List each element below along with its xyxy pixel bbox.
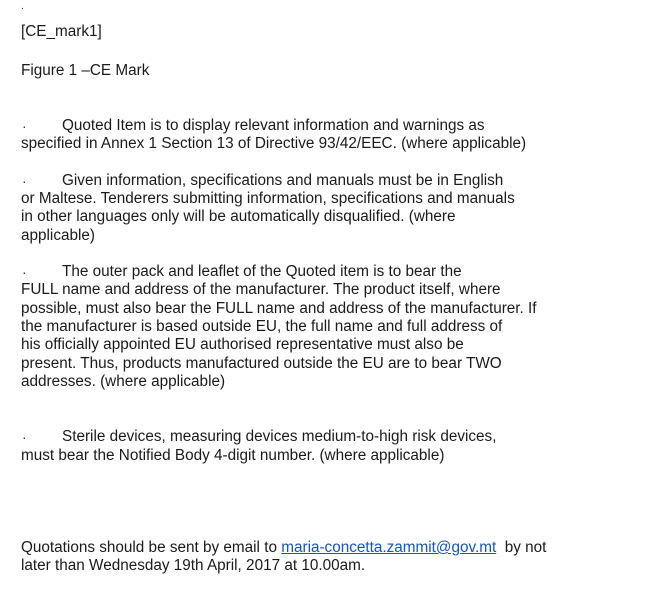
- quotation-line-1: [21, 539, 546, 557]
- quotation-line-2: later than Wednesday 19th April, 2017 at 10.00am.: [21, 557, 366, 574]
- email-link[interactable]: maria-concetta.zammit@gov.mt: [281, 539, 497, 556]
- bullet-line: in other languages only will be automatically disqualified. (where: [21, 208, 456, 225]
- bullet-line: addresses. (where applicable): [21, 373, 226, 390]
- bullet-line: Quoted Item is to display relevant information and warnings as: [62, 117, 485, 134]
- bullet-line: The outer pack and leaflet of the Quoted item is to bear the: [62, 263, 462, 280]
- bullet-glyph: ·: [22, 429, 27, 445]
- bullet-line: his officially appointed EU authorised representative must also be: [21, 336, 464, 353]
- stray-dot: .: [21, 1, 24, 12]
- bullet-line: applicable): [21, 227, 95, 244]
- bullet-line: FULL name and address of the manufacturer. The product itself, where: [21, 281, 501, 298]
- quotation-text: Quotations should be sent by email to: [21, 539, 282, 556]
- bullet-line: Given information, specifications and manuals must be in English: [62, 172, 504, 189]
- bullet-line: possible, must also bear the FULL name and address of the manufacturer. If: [21, 300, 537, 317]
- bullet-line: specified in Annex 1 Section 13 of Directive 93/42/EEC. (where applicable): [21, 135, 527, 152]
- figure-caption: Figure 1 –CE Mark: [21, 62, 150, 79]
- bullet-line: the manufacturer is based outside EU, the full name and full address of: [21, 318, 503, 335]
- ce-mark-placeholder: [CE_mark1]: [21, 23, 102, 40]
- bullet-glyph: ·: [22, 118, 27, 134]
- bullet-line: Sterile devices, measuring devices medium-to-high risk devices,: [62, 428, 497, 445]
- bullet-glyph: ·: [22, 173, 27, 189]
- bullet-line: or Maltese. Tenderers submitting information, specifications and manuals: [21, 190, 515, 207]
- bullet-glyph: ·: [22, 264, 27, 280]
- quotation-text-tail: by not: [496, 539, 547, 556]
- bullet-line: present. Thus, products manufactured outside the EU are to bear TWO: [21, 355, 502, 372]
- bullet-line: must bear the Notified Body 4-digit number. (where applicable): [21, 447, 445, 464]
